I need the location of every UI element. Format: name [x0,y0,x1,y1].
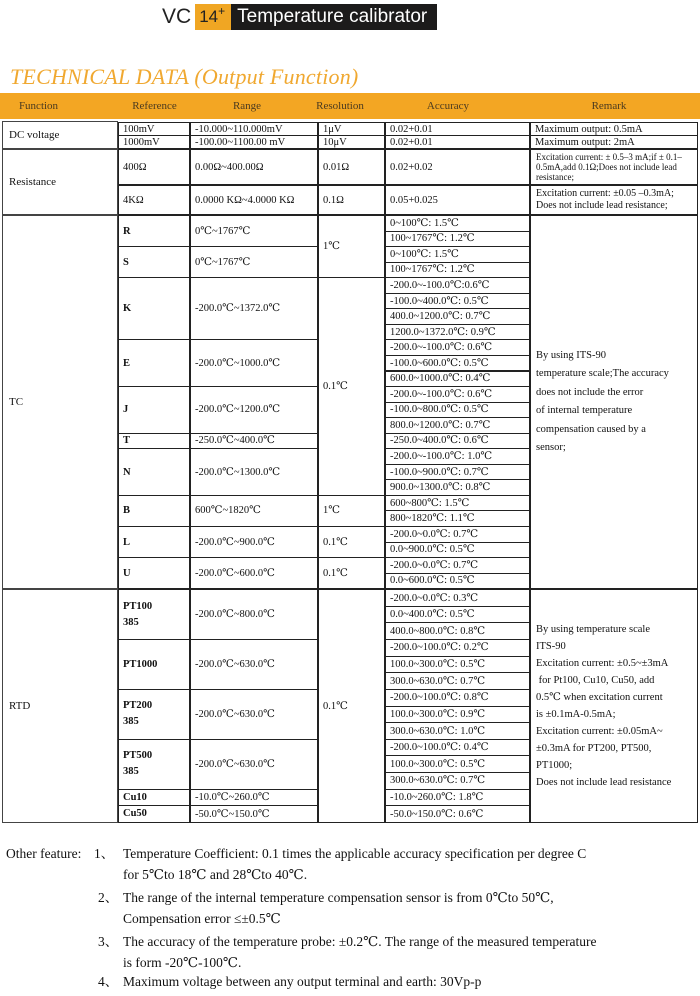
resistance-remark: Excitation current: ± 0.5–3 mA;if ± 0.1–0.5mA,add 0.1Ω;Does not include lead resistance; [530,149,698,185]
dc-resolution: 1μV [318,122,385,136]
tc-accuracy: 1200.0~1372.0℃: 0.9℃ [385,324,530,341]
tc-accuracy: -200.0~-100.0℃: 0.6℃ [385,339,530,356]
rtd-reference-line: Cu50 [123,808,147,820]
resistance-accuracy: 0.02+0.02 [385,149,530,185]
header-resolution: Resolution [316,100,364,112]
tc-accuracy: -200.0~-100.0℃:0.6℃ [385,277,530,294]
rtd-accuracy: -200.0~100.0℃: 0.4℃ [385,739,530,757]
rtd-accuracy: -50.0~150.0℃: 0.6℃ [385,805,530,823]
tc-remark-line: does not include the error [536,386,644,398]
rtd-resolution: 0.1℃ [318,589,385,823]
tc-reference-j: J [118,386,190,434]
tc-reference-l: L [118,526,190,558]
resistance-accuracy: 0.05+0.025 [385,185,530,215]
tc-accuracy: 0~100℃: 1.5℃ [385,246,530,263]
feature-number: 2、 [98,890,119,905]
feature-number: 3、 [98,934,119,949]
tc-resolution: 1℃ [318,495,385,527]
rtd-reference [118,805,190,823]
rtd-accuracy: -200.0~100.0℃: 0.2℃ [385,639,530,657]
rtd-remark-line: By using temperature scale [536,624,651,636]
tc-reference-e: E [118,339,190,387]
tc-resolution: 0.1℃ [318,526,385,558]
features-label: Other feature: [6,846,82,861]
rtd-reference [118,689,190,740]
tc-reference-r: R [118,215,190,247]
rtd-range: -200.0℃~630.0℃ [190,689,318,740]
rtd-remark-line: ±0.3mA for PT200, PT500, [536,743,652,755]
tc-reference-s: S [118,246,190,278]
dc-range: -10.000~110.000mV [190,122,318,136]
dc-range: -100.00~1100.00 mV [190,135,318,149]
tc-accuracy: -200.0~-100.0℃: 0.6℃ [385,386,530,403]
rtd-accuracy: 300.0~630.0℃: 1.0℃ [385,722,530,740]
rtd-reference-line: 385 [123,716,139,728]
header-function: Function [18,100,59,112]
tc-resolution: 0.1℃ [318,277,385,496]
resistance-resolution: 0.01Ω [318,149,385,185]
banner-title: Temperature calibrator [231,4,437,30]
tc-accuracy: -200.0~-100.0℃: 1.0℃ [385,448,530,465]
dc-accuracy: 0.02+0.01 [385,135,530,149]
product-banner [162,4,437,30]
rtd-remark-line: Excitation current: ±0.05mA~ [536,726,663,738]
feature-number: 1、 [94,846,115,861]
function-tc: TC [2,215,118,589]
rtd-reference-line: 385 [123,616,139,628]
rtd-reference-line: PT100 [123,600,153,612]
rtd-reference-line: PT1000 [123,658,158,670]
rtd-reference-line: PT200 [123,700,153,712]
tc-range: -200.0℃~900.0℃ [190,526,318,558]
feature-line: The range of the internal temperature compensation sensor is from 0℃to 50℃, [123,890,554,905]
rtd-range: -200.0℃~800.0℃ [190,589,318,640]
dc-reference: 100mV [118,122,190,136]
resistance-reference: 400Ω [118,149,190,185]
feature-line: Temperature Coefficient: 0.1 times the applicable accuracy specification per degree C [123,846,587,861]
resistance-range: 0.00Ω~400.00Ω [190,149,318,185]
rtd-reference-line: 385 [123,766,139,778]
resistance-reference: 4KΩ [118,185,190,215]
feature-line: Compensation error ≤±0.5℃ [123,911,281,926]
rtd-accuracy: 300.0~630.0℃: 0.7℃ [385,772,530,790]
resistance-remark: Excitation current: ±0.05 –0.3mA; Does not include lead resistance; [530,185,698,215]
tc-accuracy: 600~800℃: 1.5℃ [385,495,530,512]
tc-accuracy: -100.0~900.0℃: 0.7℃ [385,464,530,481]
tc-accuracy: -100.0~800.0℃: 0.5℃ [385,402,530,419]
rtd-reference [118,739,190,790]
tc-range: -250.0℃~400.0℃ [190,433,318,450]
rtd-accuracy: 100.0~300.0℃: 0.9℃ [385,706,530,724]
tc-accuracy: 400.0~1200.0℃: 0.7℃ [385,308,530,325]
feature-line: for 5℃to 18℃ and 28℃to 40℃. [123,867,308,882]
header-accuracy: Accuracy [426,100,470,112]
rtd-range: -200.0℃~630.0℃ [190,639,318,690]
tc-range: -200.0℃~600.0℃ [190,557,318,589]
tc-accuracy: 800~1820℃: 1.1℃ [385,510,530,527]
tc-accuracy: 900.0~1300.0℃: 0.8℃ [385,479,530,496]
banner-model [195,4,231,30]
tc-range: -200.0℃~1372.0℃ [190,277,318,340]
banner-model-sup: + [218,4,226,18]
tc-accuracy: 0~100℃: 1.5℃ [385,215,530,232]
dc-resolution: 10μV [318,135,385,149]
rtd-accuracy: 300.0~630.0℃: 0.7℃ [385,672,530,690]
function-resistance: Resistance [2,149,118,215]
tc-range: -200.0℃~1200.0℃ [190,386,318,434]
rtd-accuracy: 100.0~300.0℃: 0.5℃ [385,755,530,773]
feature-line: is form -20℃-100℃. [123,955,242,970]
tc-accuracy: 100~1767℃: 1.2℃ [385,262,530,279]
rtd-accuracy: -10.0~260.0℃: 1.8℃ [385,789,530,807]
rtd-accuracy: 0.0~400.0℃: 0.5℃ [385,606,530,624]
rtd-reference [118,789,190,807]
tc-accuracy: -200.0~0.0℃: 0.7℃ [385,557,530,574]
tc-range: 0℃~1767℃ [190,246,318,278]
rtd-reference [118,589,190,640]
rtd-reference [118,639,190,690]
rtd-remark-line: PT1000; [536,760,573,772]
tc-remark-line: By using ITS-90 [536,349,607,361]
tc-accuracy: -100.0~600.0℃: 0.5℃ [385,355,530,372]
rtd-remark-line: is ±0.1mA-0.5mA; [536,709,616,721]
tc-reference-b: B [118,495,190,527]
tc-accuracy: -200.0~0.0℃: 0.7℃ [385,526,530,543]
tc-accuracy: 0.0~900.0℃: 0.5℃ [385,542,530,559]
tc-remark-line: of internal temperature [536,405,633,417]
function-rtd: RTD [2,589,118,823]
tc-resolution: 1℃ [318,215,385,278]
header-reference: Reference [132,100,177,112]
header-remark: Remark [591,100,627,112]
resistance-range: 0.0000 KΩ~4.0000 KΩ [190,185,318,215]
tc-range: -200.0℃~1300.0℃ [190,448,318,496]
rtd-remark-line: 0.5℃ when excitation current [536,692,663,704]
table-header [0,93,700,119]
tc-reference-n: N [118,448,190,496]
tc-range: 0℃~1767℃ [190,215,318,247]
rtd-remark-line: Excitation current: ±0.5~±3mA [536,658,669,670]
function-dc-voltage: DC voltage [2,121,118,149]
dc-accuracy: 0.02+0.01 [385,122,530,136]
feature-line: The accuracy of the temperature probe: ±0.2℃. The range of the measured temperature [123,934,597,949]
dc-remark: Maximum output: 2mA [530,135,698,149]
rtd-reference-line: PT500 [123,750,153,762]
rtd-remark [530,589,698,823]
tc-remark-line: temperature scale;The accuracy [536,368,669,380]
rtd-range: -200.0℃~630.0℃ [190,739,318,790]
feature-line: Maximum voltage between any output terminal and earth: 30Vp-p [123,974,482,989]
rtd-reference-line: Cu10 [123,791,147,803]
tc-accuracy: 0.0~600.0℃: 0.5℃ [385,573,530,590]
section-title: TECHNICAL DATA (Output Function) [10,64,359,89]
rtd-accuracy: 400.0~800.0℃: 0.8℃ [385,622,530,640]
rtd-range: -50.0℃~150.0℃ [190,805,318,823]
header-range: Range [232,100,262,112]
rtd-remark-line: ITS-90 [536,641,566,653]
tc-reference-t: T [118,433,190,450]
tc-accuracy: -250.0~400.0℃: 0.6℃ [385,433,530,450]
rtd-range: -10.0℃~260.0℃ [190,789,318,807]
rtd-remark-line: for Pt100, Cu10, Cu50, add [536,675,655,687]
tc-remark [530,215,698,589]
dc-remark: Maximum output: 0.5mA [530,122,698,136]
rtd-accuracy: -200.0~0.0℃: 0.3℃ [385,589,530,607]
tc-accuracy: 100~1767℃: 1.2℃ [385,231,530,248]
tc-resolution: 0.1℃ [318,557,385,589]
tc-accuracy: -100.0~400.0℃: 0.5℃ [385,293,530,310]
tc-range: -200.0℃~1000.0℃ [190,339,318,387]
tc-range: 600℃~1820℃ [190,495,318,527]
tc-reference-u: U [118,557,190,589]
feature-number: 4、 [98,974,119,989]
resistance-resolution: 0.1Ω [318,185,385,215]
tc-remark-line: sensor; [536,442,566,454]
tc-reference-k: K [118,277,190,340]
tc-remark-line: compensation caused by a [536,423,646,435]
banner-model-number: 14 [199,7,219,26]
rtd-accuracy: -200.0~100.0℃: 0.8℃ [385,689,530,707]
dc-reference: 1000mV [118,135,190,149]
rtd-remark-line: Does not include lead resistance [536,777,672,789]
banner-prefix: VC [162,5,192,28]
rtd-accuracy: 100.0~300.0℃: 0.5℃ [385,656,530,674]
tc-accuracy: 800.0~1200.0℃: 0.7℃ [385,417,530,434]
tc-accuracy: 600.0~1000.0℃: 0.4℃ [385,371,530,388]
